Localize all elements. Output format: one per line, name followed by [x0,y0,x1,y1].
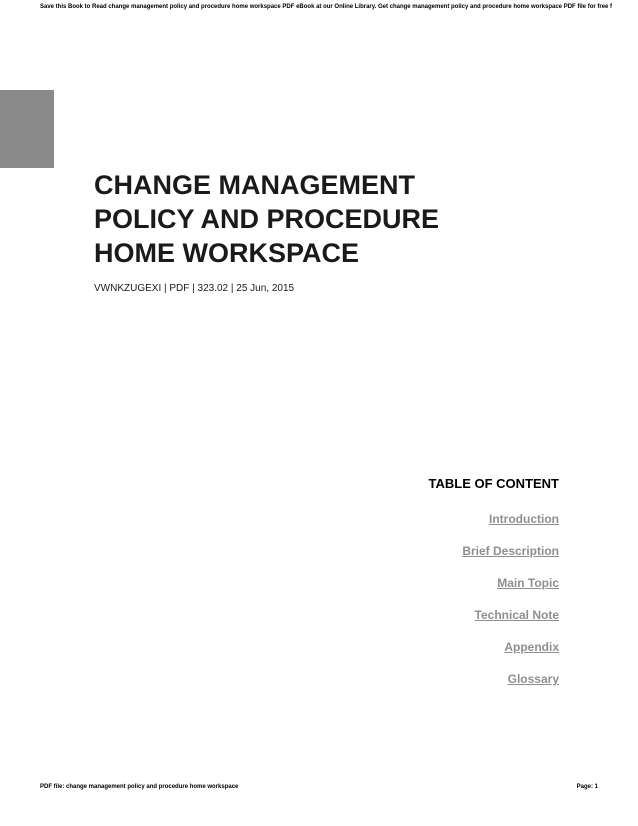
toc-link-appendix[interactable]: Appendix [504,640,559,654]
footer-page-number: Page: 1 [576,784,598,790]
title-line-2: POLICY AND PROCEDURE [94,204,440,234]
title-line-3: HOME WORKSPACE [94,238,360,268]
toc-link-introduction[interactable]: Introduction [489,512,559,526]
decorative-gray-block [0,90,54,168]
toc-link-main-topic[interactable]: Main Topic [497,576,559,590]
toc-heading: TABLE OF CONTENT [428,476,559,491]
title-line-1: CHANGE MANAGEMENT [94,170,415,200]
top-banner: Save this Book to Read change management policy and procedure home workspace PDF eBook at our Online Library. Get change management policy and procedure home workspace PDF file for free f [40,4,613,10]
toc-link-brief-description[interactable]: Brief Description [462,544,559,558]
footer-file-label: PDF file: change management policy and procedure home workspace [40,784,239,790]
document-title [94,168,514,270]
toc-link-glossary[interactable]: Glossary [507,672,559,686]
document-meta: VWNKZUGEXI | PDF | 323.02 | 25 Jun, 2015 [94,283,295,294]
table-of-contents [319,476,559,703]
toc-link-technical-note[interactable]: Technical Note [474,608,559,622]
